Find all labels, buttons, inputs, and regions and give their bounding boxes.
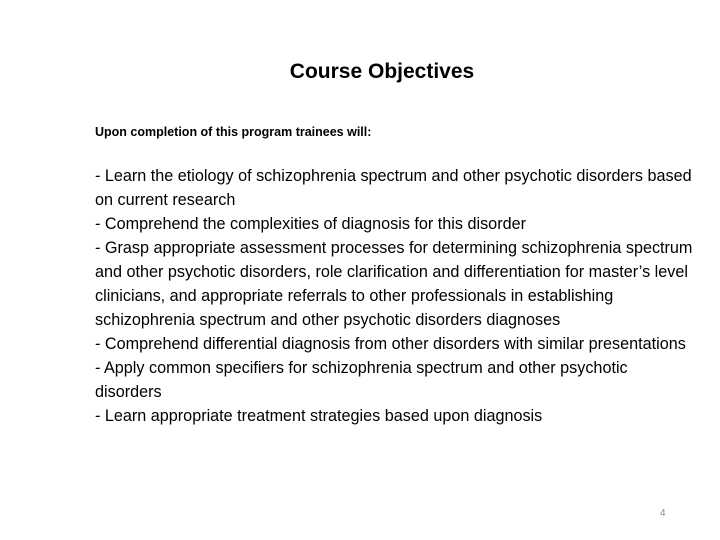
slide-title: Course Objectives [289, 60, 475, 83]
objective-item: - Apply common specifiers for schizophrenia spectrum and other psychotic disorders [95, 359, 628, 401]
objective-item: - Comprehend differential diagnosis from other disorders with similar presentations [95, 335, 686, 353]
objectives-list [95, 164, 695, 428]
objective-item: - Comprehend the complexities of diagnosis for this disorder [95, 215, 526, 233]
intro-text: Upon completion of this program trainees will: [95, 125, 372, 139]
objective-item: - Learn appropriate treatment strategies based upon diagnosis [95, 407, 543, 425]
objective-item: - Learn the etiology of schizophrenia spectrum and other psychotic disorders based on current research [95, 167, 692, 209]
objective-item: - Grasp appropriate assessment processes for determining schizophrenia spectrum and other psychotic disorders, role clarification and differentiation for master’s level clinicians, and appropriate referrals to other professionals in establishing schizophrenia spectrum and other psychotic disorders diagnoses [95, 239, 693, 329]
page-number: 4 [660, 508, 666, 519]
